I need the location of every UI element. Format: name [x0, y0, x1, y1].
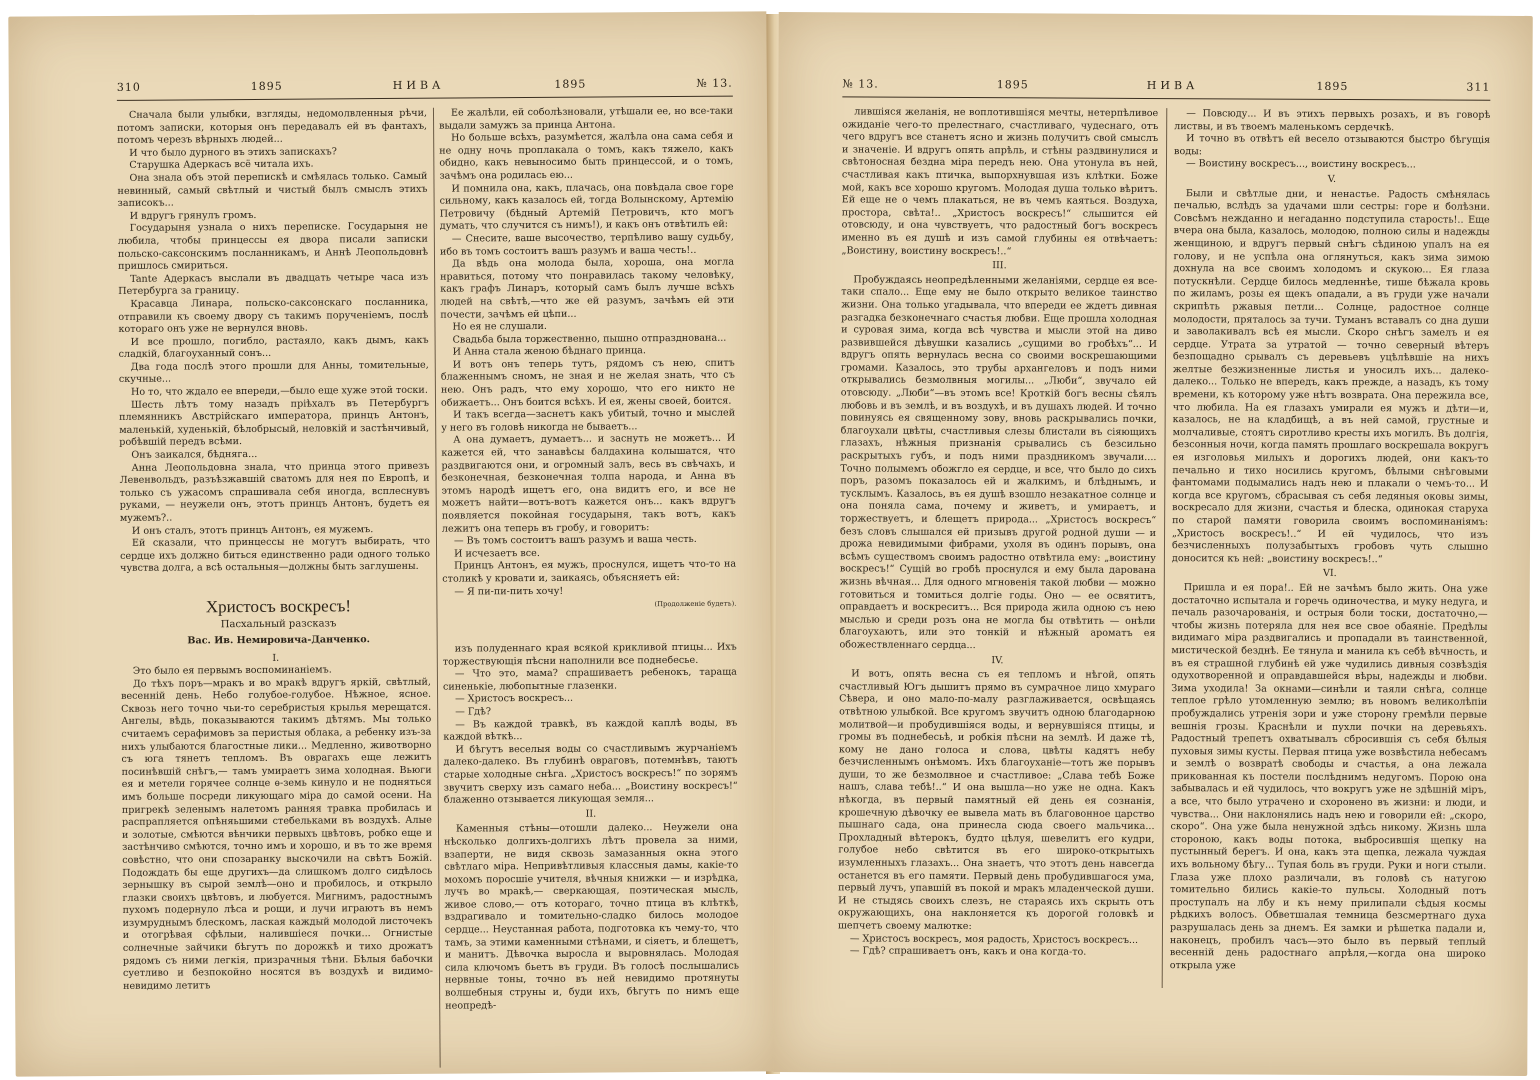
- left-header-year-1: 1895: [250, 79, 283, 93]
- left-header-issue: № 13.: [696, 76, 733, 90]
- left-column-1-top: [117, 108, 430, 590]
- right-header-issue: № 13.: [842, 76, 879, 91]
- left-column-2-bottom: [443, 642, 740, 1064]
- left-header-rule: [117, 96, 733, 101]
- paragraph: До тѣхъ поръ—мракъ и во мракѣ вдругъ яркій, свѣтлый, весенній день. Небо голубое-голубое. Нѣжное, ясное. Сквозь него точно чьи-то серебристыя крылья мерещатся. Ангелы, вѣдь, показываются такимъ дѣтямъ. Мы только считаемъ серафимовъ за перистыя облака, а ребенку изъ-за нихъ улыбаются благостные лики... Медленно, животворно съ юга тянетъ тепломъ. Въ оврагахъ еще лежитъ посинѣвшій снѣгъ,— тамъ умираетъ зима холодная. Вьюги ея и метели горячее солнце ѳ-земь кинуло и не подняться имъ больше посреди ликующаго міра до самой осени. На пригрекѣ зеленымъ налетомъ ранняя травка пробилась и распрапляется опѣняьшими стебельками въ воздухѣ. Алые и золотые, смѣются вѣнчики первыхъ цвѣтовъ, робко еще и застѣнчиво смѣются, точно имъ и хорошо, и въ то же время совѣстно, что они спозаранку выскочили на свѣтъ Божій. Подождать бы еще другихъ—да слишкомъ долго сидѣлось зернышку въ сырой землѣ—оно и пробилось, и открыло глазки своихъ цвѣтовъ, и любуется. Мигнимъ, радостнымъ пухомъ подернуло лѣса и рощи, и лучи играютъ въ немъ изумруднымъ блескомъ, лаская каждый молодой листочекъ и отогрѣвая сфѣлыи, налившіеся почки... Огнистые солнечные зайчики бѣгутъ по дорожкѣ и тихо дрожатъ рядомъ съ ними легкія, призрачныя тѣни. Бѣлыя бабочки суетливо и безпокойно носятся въ воздухѣ и видимо-невидимо летитъ: [121, 676, 434, 992]
- paragraph: лившіяся желанія, не воплотившіяся мечты, нетерпѣливое ожиданіе чего-то прелестнаго, счастливаго, чудеснаго, отъ чего вдругъ все станетъ ясно и жизнь получитъ свой смыслъ и значеніе. И вдругъ опять апрѣль, и стѣны раздвинулися и свѣтоносная бездна міра передъ нею. Она утонула въ ней, счастливая какъ птичка, выпорхнувшая изъ клѣтки. Боже мой, какъ все хорошо кругомъ. Молодая душа только вѣритъ. Ей еще не о чемъ плакаться, не въ чемъ каяться. Воздуха, простора, свѣта!.. „Христосъ воскресъ!“ слышится ей отовсюду, и она чувствуетъ, что радостный богъ воскресъ именно въ ея душѣ и изъ самой глубины ея отвѣчаетъ: „Воистину, воистину воскресъ!..“: [841, 106, 1159, 257]
- paragraph: И точно въ отвѣтъ ей весело отзываются быстро бѣгущія воды:: [1174, 133, 1491, 158]
- paragraph: Но больше всѣхъ, разумѣется, жалѣла она сама себя и не одну ночь проплакала о томъ, какъ тяжело, какъ обидно, какъ невыносимо быть принцессой, и о томъ, зачѣмъ она родилась ею...: [439, 130, 734, 182]
- paragraph: И что было дурного въ этихъ запискахъ?: [129, 146, 337, 159]
- chapter-heading: III.: [992, 260, 1007, 272]
- paragraph: Каменныя стѣны—отошли далеко... Неужели она нѣсколько долгихъ-долгихъ лѣтъ провела за ними, взаперти, не видя сквозь замазанныя окна этого свѣтлаго міра. Непривѣтливыя классныя дамы, какіе-то мохомъ поросшіе учителя, вѣчныя книжки — и изрѣдка, лучъ во мракѣ,— сверкающая, поэтическая мысль, живое слово,— отъ котораго, точно птица въ клѣткѣ, вздрагивало и томительно-сладко билось молодое сердце... Неустанная работа, подготовка къ чему-то, что тамъ, за этими каменными стѣнами, и сіяетъ, и блещетъ, и манитъ. Дѣвочка выросла и выровнялась. Молодая сила ключомъ бьетъ въ груди. Въ голосѣ послышались нервные тоны, точно въ ней невидимо протянуты волшебныя струны и, буди ихъ, бѣгутъ по нимъ еще неопредѣ-: [444, 821, 740, 1012]
- right-column-2: [1170, 108, 1491, 990]
- right-page-number: 311: [1466, 80, 1491, 94]
- left-column-1-bottom: [121, 664, 434, 1066]
- paragraph: Пришла и ея пора!.. Ей не зачѣмъ было жить. Она уже достаточно испытала и горечь одиночества, и муку недуга, и печаль разочарованія, и острыя боли тоски, достаточно,—чтобы жизнь потеряла для нея все свое обаяніе. Предѣлы видимаго міра раздвигались и пропадали въ таинственной, мистической безднѣ. Ее тянула и манила къ себѣ вѣчность, и въ ея страшной глубинѣ ей уже чудились дивныя созвѣздія одухотворенной и оправдавшейся вѣры, надежды и любви. Зима уходила! За окнами—синѣли и таяли снѣга, солнце теплое грѣло утомленную землю; въ новомъ великолѣпіи пробуждались утренія зори и уже сторону гремѣли первые вешнія грозы. Краснѣли и пухли почки на деревьяхъ. Радостный трепетъ охватывалъ сбросившія съ себя бѣлыя пуховыя зимы кусты. Первая птица уже возвѣстила небесамъ и землѣ о возвратѣ свободы и счастья, а она лежала прикованная къ постели послѣднимъ недугомъ. Порою она забывалась и ей чудилось, что вокругъ уже не здѣшній міръ, а все, что было утрачено и схоронено въ жизни: и люди, и чувства... Они наклонялись надъ нею и говорили ей: „скоро, скоро“. Она уже была ненужной здѣсь никому. Жизнь шла стороною, какъ воды потока, выбросившія щепку на пустынный берегъ. И она, какъ эта щепка, лежала чуждая ихъ вольному бѣгу... Тупая боль въ груди. Руки и ноги стыли. Глаза уже плохо различали, въ головѣ съ натугою томительно бились какіе-то пульсы. Холодный потъ проступалъ на лбу и къ нему прилипали сѣдыя космы рѣдкихъ волосъ. Обветшалая темница безсмертнаго духа разрушалась день за днемъ. Ея замки и рѣшетка падали и, наконецъ, пробилъ часъ—это было въ первый теплый весенній день радостнаго апрѣля,—когда она широко открыла уже: [1169, 582, 1488, 972]
- right-page-header: [842, 74, 1490, 95]
- chapter-heading: VI.: [1322, 568, 1337, 580]
- paragraph: Два года послѣ этого прошли для Анны, томительные, скучные...: [118, 359, 429, 386]
- paragraph: — Что это, мама? спрашиваетъ ребенокъ, тараща синенькіе, любопытные глазенки.: [442, 666, 737, 693]
- right-column-divider: [1162, 108, 1168, 988]
- paragraph: Шесть лѣтъ тому назадъ пріѣхалъ въ Петербургъ племянникъ Австрійскаго императора, принцъ Антонъ, маленькій, худенькій, бѣлобрысый, неловкій и застѣнчивый, робѣвшій передъ всѣми.: [119, 397, 430, 449]
- paragraph: Ее жалѣли, ей соболѣзновали, утѣшали ее, но все-таки выдали замужъ за принца Антона.: [439, 105, 734, 132]
- paragraph: И онъ сталъ, этотъ принцъ Антонъ, ея мужемъ.: [131, 523, 374, 537]
- paragraph: — Гдѣ?: [455, 706, 492, 718]
- left-header-title: НИВА: [392, 78, 445, 92]
- left-column-2-top: [439, 106, 736, 600]
- left-page-number: 310: [116, 80, 141, 94]
- paragraph: И Анна стала женою бѣднаго принца.: [452, 345, 646, 358]
- paragraph: — Въ каждой травкѣ, въ каждой каплѣ воды, въ каждой вѣткѣ...: [443, 717, 738, 743]
- left-header-year-2: 1895: [554, 77, 587, 91]
- paragraph: Были и свѣтлые дни, и ненастье. Радость смѣнялась печалью, вслѣдъ за удачами шли сестры: горе и болѣзни. Совсѣмъ нежданно и негаданно подступила старость!.. Еще вчера она была, казалось, молодою, полною силы и надежды женщиною, и вдругъ первый снѣгъ сѣдиною упалъ на ея голову, и не успѣла она оглянуться, какъ зима зимою дохнула на все своимъ холодомъ и скукою... Ея глаза потускнѣли. Сердце билось медленнѣе, тише бѣжала кровь по жиламъ, розы ея щекъ опадали, а въ груди уже начали скрипѣть ржавыя петли... Солнце, радостное солнце молодости, пряталось за тучи. Туманъ вставалъ со дна души и заволакивалъ всѣ ея мысли. Скоро снѣгъ замелъ и ея сердце. Утрата за утратой — точно северный вѣтеръ безпощадно срывалъ съ деревьевъ уцѣлѣвшіе на нихъ желтые безжизненные листья и уносилъ ихъ... далеко-далеко... Только не впередъ, какъ прежде, а назадъ, къ тому времени, къ которому уже нѣтъ возврата. Она пережила все, что любила. На ея глазахъ умирали ея мужъ и дѣти—и, казалось, не на кладбищѣ, а въ ней самой, грустные и молчаливые, стоятъ сиротливо кресты ихъ могилъ. Въ долгія, безсонныя ночи, когда память прошлаго воскрешала вокругъ ея изголовья милыхъ и дорогихъ людей, они какъ-то печально и тихо носились кругомъ, бѣлыми снѣговыми фантомами подымались надъ нею и плакали о чемъ-то... И когда все кругомъ, сбрасывая съ себя ледяныя оковы зимы, воскресало для жизни, счастья и блеска, одинокая старуха по старой памяти говорила своимъ воспоминаніямъ: „Христосъ воскресъ!..“ И ей чудилось, что изъ безчисленныхъ полузабытыхъ гробовъ чуть слышно доносится къ ней: „воистину воскресъ!..“: [1171, 187, 1490, 565]
- paragraph: Принцъ Антонъ, ея мужъ, проснулся, ищетъ что-то на столикѣ у кровати и, заикаясь, объясняетъ ей:: [442, 558, 737, 585]
- paragraph: Свадьба была торжественно, пышно отпразднована...: [452, 332, 727, 346]
- right-column-1: [838, 106, 1159, 988]
- paragraph: — Снесите, ваше высочество, терпѣливо вашу судьбу, ибо въ томъ состоитъ вашъ разумъ и ваша честь!..: [439, 231, 734, 258]
- continuation-note-wrap: [442, 598, 736, 614]
- paragraph: — Повсюду... И въ этихъ первыхъ розахъ, и въ говорѣ листвы, и въ твоемъ маленькомъ сердечкѣ.: [1174, 108, 1491, 133]
- paragraph: И бѣгутъ веселыя воды со счастливымъ журчаніемъ далеко-далеко. Въ глубинѣ овраговъ, потемнѣвъ, таютъ старые холодные снѣга. „Христосъ воскресъ!“ по зорямъ звучитъ сверху изъ самаго неба... „Воистину воскресъ!“ блаженно отзывается ликующая земля...: [443, 742, 738, 806]
- chapter-heading: V.: [1327, 173, 1337, 185]
- left-page: [8, 11, 773, 1076]
- paragraph: Это было ея первымъ воспоминаніемъ.: [132, 664, 332, 677]
- paragraph: Красавца Линара, польско-саксонскаго посланника, отправили къ своему двору съ такимъ порученіемъ, послѣ котораго онъ уже не вернулся вновь.: [118, 296, 429, 335]
- paragraph: Но то, что ждало ее впереди,—было еще хуже этой тоски.: [130, 384, 428, 398]
- right-page: [773, 12, 1533, 1076]
- paragraph: И помнила она, какъ, плачась, она повѣдала свое горе сильному, какъ казалось ей, тогда Волынскому, Артемію Петровичу (бѣдный Артемій Петровичъ, кто могъ думать, что случится съ нимъ!), и какъ онъ отвѣтилъ ей:: [439, 181, 734, 232]
- paragraph: Пробуждаясь неопредѣленными желаніями, сердце ея все-таки спало... Еще ему не было открыто великое таинство жизни. Она только угадывала, что впереди ее ждетъ дивная разгадка безконечнаго счастья любви. Еще прошла холодная и суровая зима, когда всѣ чувства и мысли этой на диво развившейся дѣвушки казались „сущими во гробѣхъ“... И вдругъ опять вернулась весна со своими воскрешающими громами. Казалось, это трубы архангеловъ и подъ ними открывались безмолвныя могилы... „Люби“, звучало ей отовсюду. „Люби“—въ этомъ все! Кроткій богъ весны сѣялъ любовь и въ землѣ, и въ воздухѣ, и въ душахъ людей. И точно повинуясь ея священному зову, вновь раскрывались почки, благоухали цвѣты, счастливыя слезы блистали въ сіяющихъ глазахъ, нѣжныя признанія срывались съ безсильно раскрытыхъ губъ, и подъ ними праздникомъ звучали.... Точно полымемъ обожгло ея сердце, и все, что было до сихъ поръ, разомъ показалось ей и жалкимъ, и блѣднымъ, и тусклымъ. Казалось, въ ея душѣ взошло незакатное солнце и она поняла сама, почему и живетъ, и умираетъ, и торжествуетъ, и блещетъ природа... „Христосъ воскресъ“ безъ словъ слышался ей призывъ другой родной души — и дрожа невидимыми фибрами, ухоля въ одинъ порывъ, она всѣмъ существомъ своимъ радостно отвѣтила ему: „воистину воскресъ!“ Сущій во гробѣ проснулся и ему была дарована жизнь вѣчная... Для одного мгновенія такой любви — можно готовиться и томиться долгіе годы. Оно — ее освятитъ, оправдаетъ и воскреситъ... Вся природа жила одною съ нею мыслью и среди розъ она не могла бы отвѣтить — онѣли благоухаютъ, или это тонкій и нѣжный ароматъ ея обожествленнаго сердца...: [839, 274, 1158, 652]
- paragraph: — Воистину воскресъ..., воистину воскресъ...: [1185, 158, 1416, 171]
- paragraph: Сначала были улыбки, взгляды, недомолвленныя рѣчи, потомъ записки, которыя онъ передавалъ ей въ фантахъ, потомъ черезъ вѣрныхъ людей...: [117, 107, 428, 147]
- paragraph: Да вѣдь она молода была, хороша, она могла нравиться, потому что понравилась такому человѣку, какъ графъ Линаръ, который самъ былъ лучше всѣхъ людей на свѣтѣ,—что же ей разумъ, зачѣмъ ей эти почести, зачѣмъ ей цѣпи...: [440, 256, 735, 321]
- paragraph: — Гдѣ? спрашиваетъ онъ, какъ и она когда-то.: [849, 945, 1087, 958]
- chapter-heading: I.: [272, 652, 280, 664]
- paragraph: изъ полуденнаго края всякой крикливой птицы... Ихъ торжествующія пѣсни наполнили все поднебесье.: [442, 641, 737, 668]
- paragraph: И вотъ, опять весна съ ея тепломъ и нѣгой, опять счастливый Югъ дышитъ прямо въ сумрачное лицо хмураго Сѣвера, и оно мало-по-малу разглаживается, освѣщаясь отвѣтною улыбкой. Все кругомъ звучитъ одною благодарною молитвой—и пробудившіяся воды, и вернувшіяся птицы, и громы въ поднебесьѣ, и робкія пѣсни на землѣ. И даже тѣ, кому не дано голоса и слова, цвѣты кадятъ небу безчисленнымъ онѣмомъ. Ихъ благоуханіе—тотъ же порывъ души, то же безмолвное и счастливое: „Слава тебѣ Боже нашъ, слава тебѣ!..“ И она вышла—но уже не одна. Какъ нѣкогда, въ первый памятный ей день ея сознанія, крошечную дѣвочку ее вывела мать въ благовонное царство пышнаго сада, она принесла сюда своего мальчика... Прохладный вѣтерокъ, будто цѣлуя, шевелитъ его кудри, голубое небо свѣтится въ его широко-открытыхъ изумленныхъ глазахъ... Она знаетъ, что этотъ день навсегда останется въ его памяти. Первый день пробудившагося ума, первый лучъ, упавшій въ покой и мракъ младенческой души. И не стыдясь своихъ слезъ, не стараясь ихъ скрыть отъ окружающихъ, она наклоняется къ дорогой головкѣ и шепчетъ своему малютке:: [837, 668, 1156, 933]
- story-author: Вас. Ив. Немировича-Данченко.: [187, 634, 370, 647]
- paragraph: Tante Адеркасъ выслали въ двадцать четыре часа изъ Петербурга за границу.: [118, 271, 429, 298]
- paragraph: И исчезаетъ все.: [454, 547, 540, 560]
- chapter-heading: II.: [585, 808, 597, 820]
- paragraph: И такъ всегда—заснетъ какъ убитый, точно и мыслей у него въ головѣ никогда не бываетъ...: [441, 407, 736, 434]
- right-header-year-1: 1895: [996, 77, 1029, 91]
- paragraph: Но ея не слушали.: [452, 321, 547, 333]
- left-page-header: [117, 74, 733, 96]
- paragraph: — Христосъ воскресъ...: [455, 693, 574, 705]
- paragraph: — Христосъ воскресъ, моя радость, Христосъ воскресъ...: [849, 933, 1139, 946]
- paragraph: Онъ заикался, бѣдняга...: [131, 448, 258, 461]
- paragraph: Анна Леопольдовна знала, что принца этого привезъ Левенвольдъ, разъѣзжавшій сватомъ для нея по Европѣ, и только съ ужасомъ спрашивала себя иногда, всплеснувъ руками, — неужели онъ, этотъ принцъ Антонъ, будетъ ея мужемъ?..: [119, 460, 430, 524]
- paragraph: — Въ томъ состоитъ вашъ разумъ и ваша честь.: [453, 534, 697, 547]
- chapter-heading: IV.: [991, 654, 1004, 666]
- continuation-note: (Продолженіе будетъ).: [654, 599, 737, 609]
- paragraph: И все прошло, погибло, растаяло, какъ дымъ, какъ сладкій, благоуханный сонъ...: [118, 334, 429, 361]
- paragraph: Она знала объ этой перепискѣ и смѣялась только. Самый невинный, самый свѣтлый и чистый былъ смыслъ этихъ записокъ...: [117, 170, 428, 210]
- right-header-title: НИВА: [1146, 78, 1199, 92]
- story-subtitle: Пасхальный разсказъ: [220, 618, 337, 631]
- right-header-rule: [842, 96, 1490, 100]
- paragraph: И вдругъ грянулъ громъ.: [129, 209, 257, 222]
- right-header-year-2: 1895: [1316, 79, 1349, 93]
- paragraph: Старушка Адеркасъ всё читала ихъ.: [129, 158, 314, 172]
- paragraph: И вотъ онъ теперь тутъ, рядомъ съ нею, спитъ блаженнымъ сномъ, не зная и не желая знать, что съ нею. Онъ радъ, что ему хорошо, что его никто не обижаетъ... Онъ боится всѣхъ. И ея, жены своей, боится.: [440, 357, 735, 409]
- paragraph: Ей сказали, что принцессы не могутъ выбирать, что сердце ихъ должно биться единственно ради одного только чувства долга, а всѣ остальныя—должны быть заглушены.: [120, 535, 431, 575]
- story-title: Христосъ воскресъ!: [205, 596, 352, 617]
- paragraph: А она думаетъ, думаетъ... и заснуть не можетъ... И кажется ей, что занавѣсы балдахина колышатся, что раздвигаются они, и огромный залъ, весь въ свѣчахъ, и безконечная, безконечная толпа народа, и Анна въ этомъ народѣ ищетъ его, она видитъ его, и все не можетъ найти—вотъ-вотъ кажется онъ... какъ вдругъ появляется покойная государыня, такъ вотъ, какъ лежитъ она теперь въ гробу, и говоритъ:: [441, 433, 736, 535]
- paragraph: — Я пи-пи-пить хочу!: [454, 585, 564, 598]
- paragraph: Государыня узнала о нихъ переписке. Государыня не любила, чтобы принцессы ея дворa писали записки польско-саксонскимъ посланникамъ, и Аннѣ Леопольдовнѣ пришлось смириться.: [117, 221, 428, 273]
